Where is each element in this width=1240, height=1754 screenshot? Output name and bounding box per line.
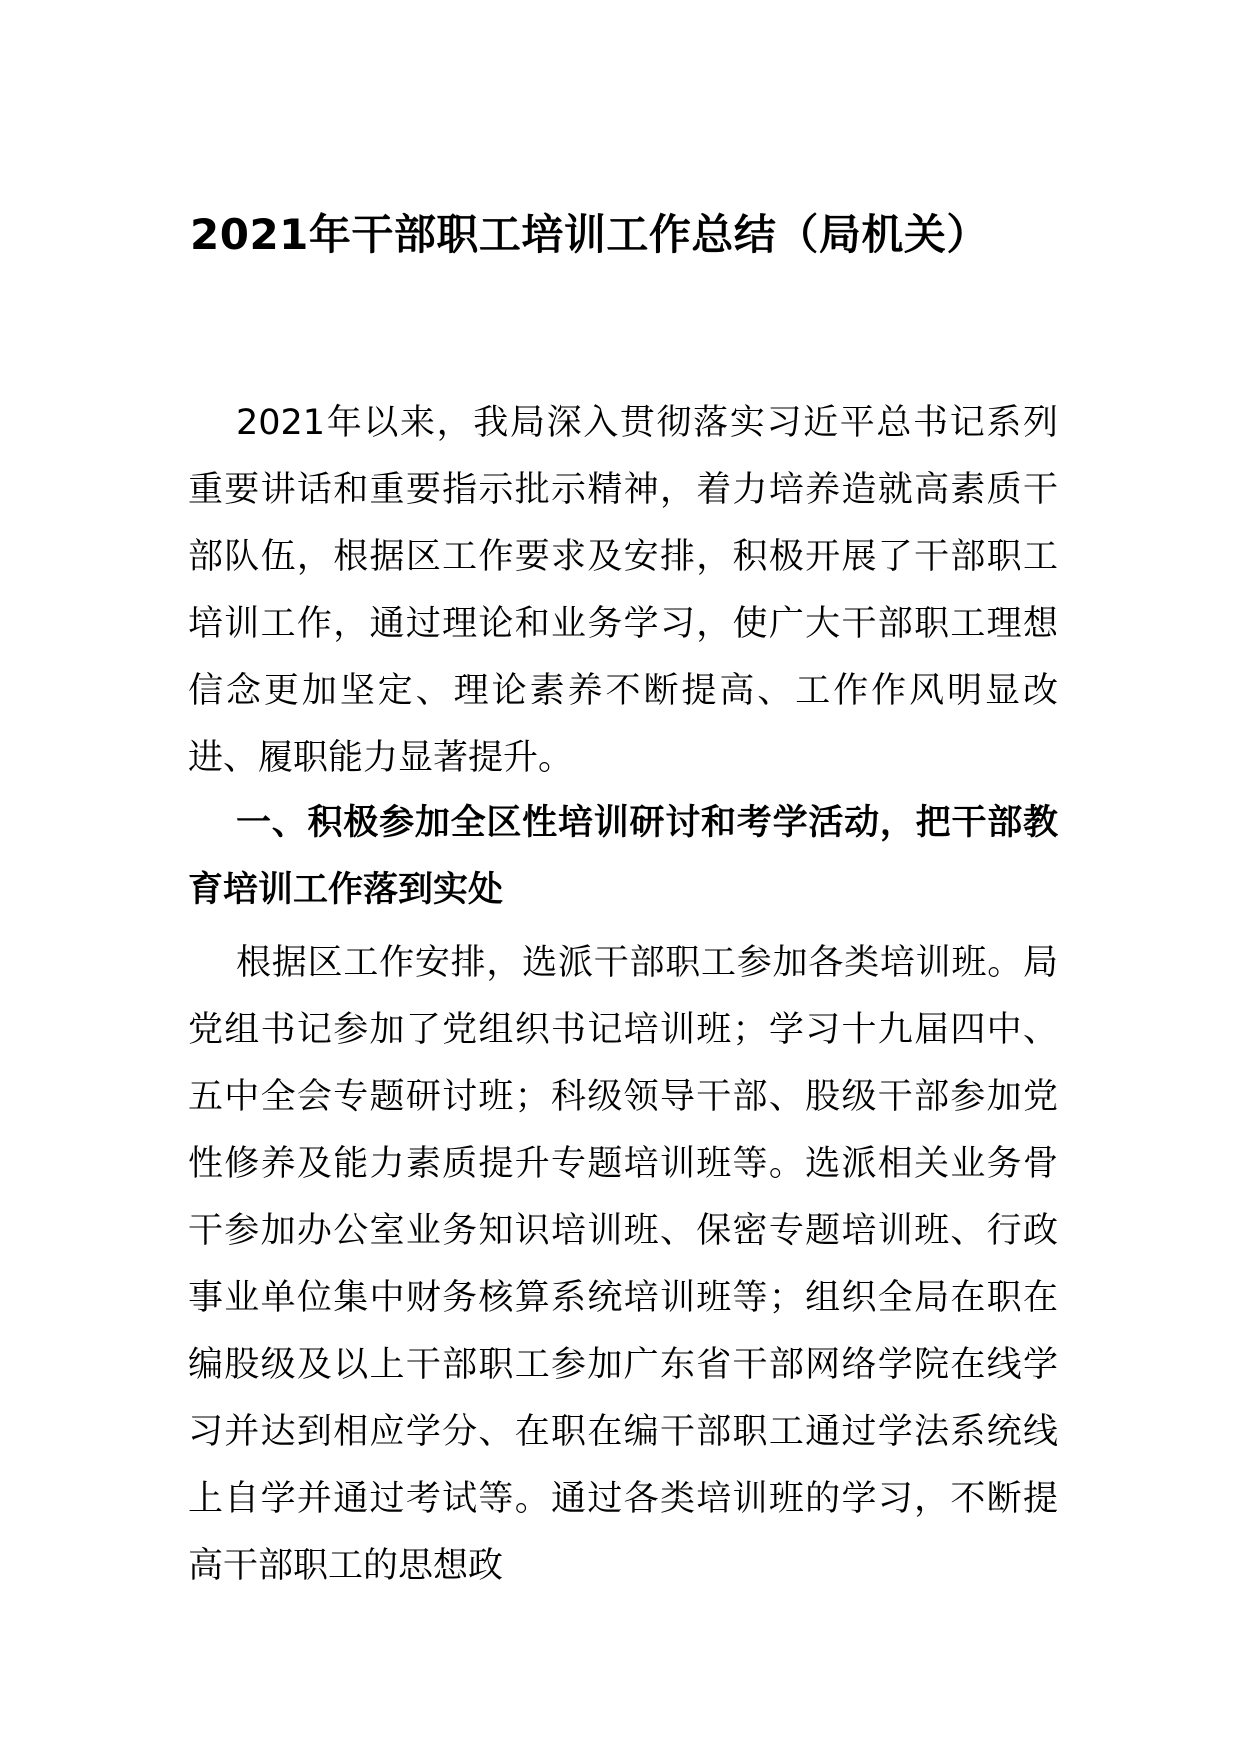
intro-paragraph: 2021年以来，我局深入贯彻落实习近平总书记系列重要讲话和重要指示批示精神，着力培养造就高素质干部队伍，根据区工作要求及安排，积极开展了干部职工培训工作，通过理论和业务学习，使广大干部职工理想信念更加坚定、理论素养不断提高、工作作风明显改进、履职能力显著提升。 — [188, 403, 1058, 778]
section-body-paragraph: 根据区工作安排，选派干部职工参加各类培训班。局党组书记参加了党组织书记培训班；学习十九届四中、五中全会专题研讨班；科级领导干部、股级干部参加党性修养及能力素质提升专题培训班等。选派相关业务骨干参加办公室业务知识培训班、保密专题培训班、行政事业单位集中财务核算系统培训班等；组织全局在职在编股级及以上干部职工参加广东省干部网络学院在线学习并达到相应学分、在职在编干部职工通过学法系统线上自学并通过考试等。通过各类培训班的学习，不断提高干部职工的思想政 — [188, 943, 1058, 1586]
section-heading: 一、积极参加全区性培训研讨和考学活动，把干部教育培训工作落到实处 — [188, 803, 1058, 910]
document-title: 2021年干部职工培训工作总结（局机关） — [190, 210, 989, 259]
